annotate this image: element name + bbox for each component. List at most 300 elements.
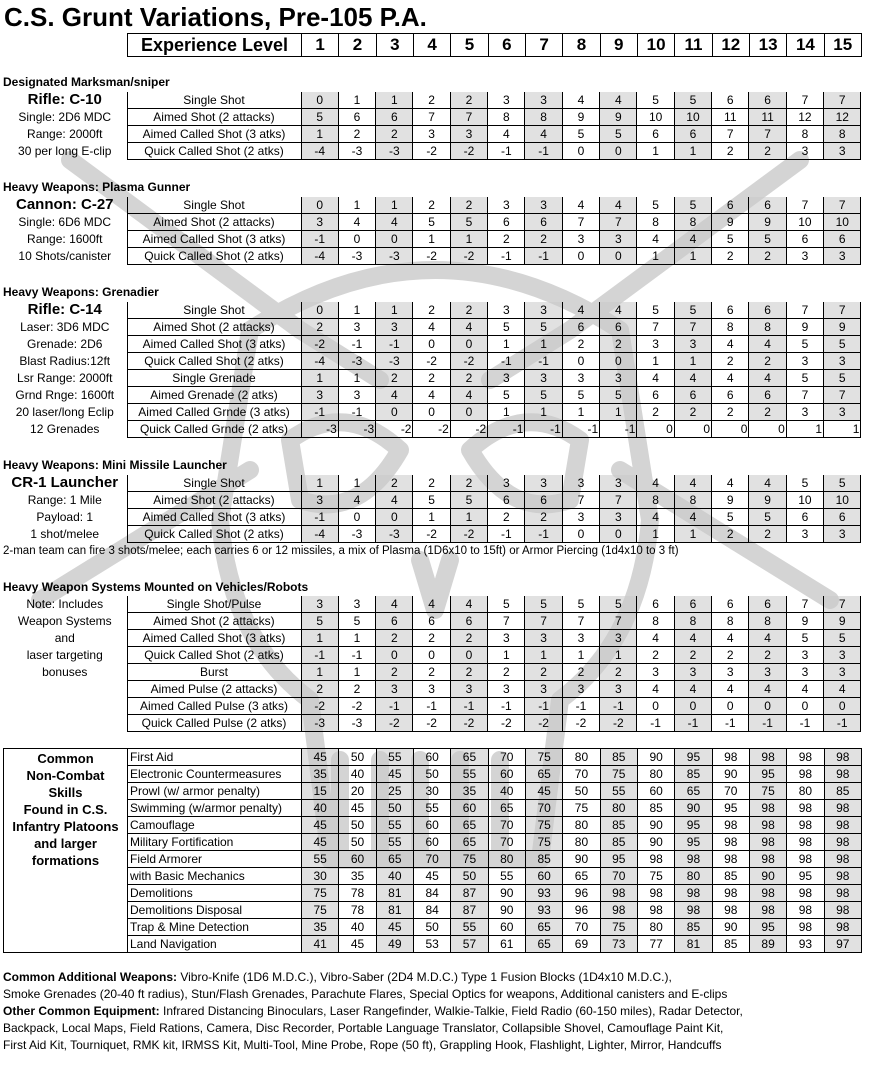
bonus-value: 5 — [824, 370, 861, 387]
bonus-value: 8 — [525, 109, 562, 126]
bonus-value: 2 — [749, 526, 786, 543]
bonus-value: 7 — [600, 214, 637, 231]
skill-name: Trap & Mine Detection — [128, 919, 302, 936]
bonus-value: 1 — [413, 509, 450, 526]
bonus-value: 6 — [637, 126, 674, 143]
bonus-value: 12 — [786, 109, 823, 126]
bonus-value: 3 — [824, 143, 861, 160]
bonus-value: 2 — [712, 526, 749, 543]
skill-percent: 60 — [339, 851, 376, 868]
bonus-value: 0 — [674, 698, 711, 715]
bonus-value: 4 — [562, 92, 599, 109]
skill-name: Demolitions Disposal — [128, 902, 302, 919]
skill-percent: 80 — [675, 868, 712, 885]
table-row — [3, 231, 861, 248]
bonus-value: -1 — [749, 715, 786, 732]
bonus-value: 0 — [562, 143, 599, 160]
action-label: Aimed Shot (2 attacks) — [127, 214, 301, 231]
bonus-value: 4 — [637, 231, 674, 248]
skill-percent: 89 — [749, 936, 786, 953]
bonus-value: 5 — [824, 475, 861, 492]
bonus-value: 5 — [600, 126, 637, 143]
bonus-value: -3 — [376, 353, 413, 370]
skill-percent: 98 — [824, 885, 861, 902]
bonus-value: 1 — [338, 302, 375, 319]
bonus-value: 4 — [712, 630, 749, 647]
skill-percent: 55 — [488, 868, 525, 885]
bonus-value: 0 — [637, 698, 674, 715]
bonus-value: -1 — [525, 353, 562, 370]
bonus-value: 2 — [413, 302, 450, 319]
level-cell: 4 — [413, 34, 450, 57]
skills-label-line: and larger — [34, 836, 97, 851]
bonus-value: 4 — [712, 370, 749, 387]
action-label: Quick Called Shot (2 atks) — [127, 353, 301, 370]
bonus-value: 0 — [712, 698, 749, 715]
bonus-value: 1 — [450, 509, 487, 526]
skill-percent: 70 — [413, 851, 450, 868]
bonus-value: -2 — [301, 698, 338, 715]
bonus-value: 3 — [562, 370, 599, 387]
bonus-value: 0 — [749, 698, 786, 715]
bonus-value: 3 — [786, 248, 823, 265]
skill-percent: 60 — [413, 834, 450, 851]
skill-percent: 57 — [451, 936, 488, 953]
skills-table — [3, 748, 862, 953]
skill-percent: 98 — [712, 902, 749, 919]
bonus-value: 1 — [338, 197, 375, 214]
bonus-value: 4 — [338, 214, 375, 231]
equipment-line1: Infrared Distancing Binoculars, Laser Rangefinder, Walkie-Talkie, Field Radio (60-150 miles), Radar Detector, — [159, 1004, 743, 1018]
skill-percent: 50 — [339, 817, 376, 834]
skill-percent: 75 — [749, 783, 786, 800]
bonus-value: 1 — [525, 647, 562, 664]
bonus-value: 5 — [786, 475, 823, 492]
bonus-value: 4 — [749, 630, 786, 647]
bonus-value: 3 — [637, 664, 674, 681]
bonus-value: 2 — [338, 681, 375, 698]
bonus-value: 3 — [600, 231, 637, 248]
bonus-value: 9 — [749, 214, 786, 231]
bonus-value: 4 — [824, 681, 861, 698]
skill-percent: 85 — [675, 919, 712, 936]
skill-percent: 98 — [749, 885, 786, 902]
bonus-value: 5 — [301, 613, 338, 630]
bonus-value: 1 — [376, 302, 413, 319]
bonus-value: 3 — [824, 647, 861, 664]
bonus-value: 5 — [413, 214, 450, 231]
bonus-value: -1 — [600, 421, 637, 438]
bonus-value: -1 — [824, 715, 861, 732]
action-label: Aimed Called Shot (3 atks) — [127, 231, 301, 248]
skill-percent: 15 — [302, 783, 339, 800]
bonus-value: 6 — [824, 231, 861, 248]
bonus-value: 4 — [637, 475, 674, 492]
table-row — [3, 214, 861, 231]
table-row — [4, 885, 862, 902]
table-row — [3, 92, 861, 109]
bonus-value: -1 — [488, 526, 525, 543]
table-row — [3, 475, 861, 492]
bonus-value: 0 — [376, 231, 413, 248]
bonus-value: 8 — [637, 214, 674, 231]
equipment-line3: First Aid Kit, Tourniquet, RMK kit, IRMSS Kit, Multi-Tool, Mine Probe, Rope (50 ft), Grappling Hook, Flashlight, Lighter, Mirror, Handcuffs — [3, 1038, 722, 1052]
weapon-label: Cannon: C-27 — [3, 197, 127, 214]
skill-percent: 70 — [525, 800, 562, 817]
bonus-value: 3 — [413, 126, 450, 143]
bonus-value: -1 — [525, 698, 562, 715]
bonus-value: 3 — [338, 596, 375, 613]
bonus-value: 6 — [376, 109, 413, 126]
weapon-label: and — [3, 630, 127, 647]
bonus-value: 7 — [674, 319, 711, 336]
bonus-value: 3 — [600, 509, 637, 526]
bonus-value: 3 — [488, 630, 525, 647]
bonus-value: -2 — [413, 715, 450, 732]
skill-name: First Aid — [128, 749, 302, 766]
table-row — [4, 902, 862, 919]
bonus-value: 6 — [749, 387, 786, 404]
bonus-value: 6 — [525, 492, 562, 509]
bonus-value: 2 — [301, 319, 338, 336]
skill-percent: 85 — [600, 834, 637, 851]
bonus-value: 1 — [488, 647, 525, 664]
skill-percent: 55 — [376, 749, 413, 766]
level-cell: 14 — [787, 34, 824, 57]
table-row — [3, 319, 861, 336]
bonus-value: 2 — [712, 353, 749, 370]
skill-percent: 75 — [600, 919, 637, 936]
skill-percent: 40 — [339, 919, 376, 936]
skill-percent: 98 — [712, 817, 749, 834]
section-heading-marksman: Designated Marksman/sniper — [3, 75, 170, 89]
bonus-value: 8 — [786, 126, 823, 143]
bonus-value: 2 — [525, 664, 562, 681]
skill-percent: 98 — [675, 902, 712, 919]
bonus-value: 3 — [824, 664, 861, 681]
bonus-value: 3 — [600, 681, 637, 698]
bonus-value: 6 — [562, 319, 599, 336]
bonus-value: 1 — [637, 526, 674, 543]
skill-percent: 75 — [302, 902, 339, 919]
bonus-value: -2 — [450, 715, 487, 732]
action-label: Single Shot — [127, 302, 301, 319]
bonus-value: 3 — [674, 336, 711, 353]
bonus-value: 2 — [562, 336, 599, 353]
skill-percent: 45 — [525, 783, 562, 800]
bonus-value: -1 — [338, 647, 375, 664]
skill-percent: 60 — [525, 868, 562, 885]
table-row — [3, 509, 861, 526]
bonus-value: 1 — [338, 664, 375, 681]
bonus-value: 4 — [413, 387, 450, 404]
bonus-value: 4 — [450, 319, 487, 336]
skill-percent: 30 — [413, 783, 450, 800]
bonus-value: 12 — [824, 109, 861, 126]
bonus-value: 7 — [824, 387, 861, 404]
bonus-value: 9 — [786, 319, 823, 336]
skill-percent: 96 — [563, 885, 600, 902]
bonus-value: 5 — [749, 231, 786, 248]
bonus-value: 3 — [712, 664, 749, 681]
bonus-value: 3 — [786, 526, 823, 543]
bonus-value: 4 — [637, 630, 674, 647]
bonus-value: 5 — [637, 302, 674, 319]
bonus-value: -4 — [301, 143, 338, 160]
bonus-value: 4 — [674, 475, 711, 492]
bonus-value: -2 — [450, 421, 487, 438]
bonus-value: 9 — [712, 214, 749, 231]
bonus-value: 4 — [338, 492, 375, 509]
bonus-value: 3 — [786, 353, 823, 370]
skill-percent: 95 — [675, 817, 712, 834]
bonus-value: 5 — [301, 109, 338, 126]
skill-percent: 45 — [302, 834, 339, 851]
bonus-value: 5 — [450, 214, 487, 231]
bonus-value: 2 — [749, 143, 786, 160]
skills-label-line: Infantry Platoons — [12, 819, 119, 834]
skill-percent: 95 — [712, 800, 749, 817]
level-cell: 2 — [339, 34, 376, 57]
bonus-value: 4 — [712, 336, 749, 353]
bonus-value: -3 — [376, 248, 413, 265]
skill-percent: 70 — [563, 919, 600, 936]
bonus-value: 2 — [712, 248, 749, 265]
bonus-value: -3 — [338, 421, 375, 438]
bonus-value: 4 — [749, 475, 786, 492]
bonus-value: 2 — [413, 475, 450, 492]
bonus-value: 1 — [488, 336, 525, 353]
bonus-value: 3 — [488, 370, 525, 387]
skill-percent: 98 — [787, 902, 824, 919]
weapon-label: CR-1 Launcher — [3, 475, 127, 492]
skill-percent: 55 — [451, 766, 488, 783]
skill-percent: 60 — [413, 817, 450, 834]
bonus-value: 8 — [674, 214, 711, 231]
skill-percent: 98 — [749, 834, 786, 851]
bonus-value: 0 — [749, 421, 786, 438]
skill-percent: 77 — [637, 936, 674, 953]
bonus-value: 1 — [338, 370, 375, 387]
bonus-value: 3 — [301, 596, 338, 613]
skill-percent: 55 — [376, 834, 413, 851]
bonus-value: 4 — [450, 387, 487, 404]
table-row — [3, 353, 861, 370]
bonus-value: 0 — [376, 404, 413, 421]
experience-level-label: Experience Level — [128, 34, 302, 57]
bonus-value: 0 — [301, 197, 338, 214]
skill-percent: 98 — [824, 749, 861, 766]
bonus-value: 11 — [712, 109, 749, 126]
table-row — [3, 630, 861, 647]
table-row — [3, 492, 861, 509]
table-row — [4, 817, 862, 834]
weapon-label: 1 shot/melee — [3, 526, 127, 543]
skill-percent: 55 — [600, 783, 637, 800]
skill-percent: 81 — [376, 885, 413, 902]
skill-percent: 73 — [600, 936, 637, 953]
bonus-value: 3 — [600, 630, 637, 647]
bonus-value: -1 — [562, 421, 599, 438]
skill-percent: 85 — [600, 749, 637, 766]
bonus-value: 2 — [674, 647, 711, 664]
bonus-value: 0 — [600, 526, 637, 543]
skill-percent: 40 — [339, 766, 376, 783]
bonus-value: 8 — [637, 492, 674, 509]
bonus-value: -1 — [525, 526, 562, 543]
bonus-value: 3 — [488, 197, 525, 214]
level-cell: 15 — [824, 34, 861, 57]
bonus-value: 2 — [450, 197, 487, 214]
missile-launcher-table — [3, 475, 861, 543]
weapon-label: laser targeting — [3, 647, 127, 664]
weapon-label: Range: 2000ft — [3, 126, 127, 143]
action-label: Aimed Called Shot (3 atks) — [127, 630, 301, 647]
table-row — [4, 766, 862, 783]
bonus-value: -1 — [450, 698, 487, 715]
bonus-value: 7 — [413, 109, 450, 126]
level-cell: 9 — [600, 34, 637, 57]
grenadier-table — [3, 302, 861, 438]
bonus-value: 5 — [413, 492, 450, 509]
skill-percent: 98 — [787, 919, 824, 936]
bonus-value: -1 — [376, 698, 413, 715]
weapon-label: Rifle: C-14 — [3, 302, 127, 319]
action-label: Aimed Shot (2 attacks) — [127, 109, 301, 126]
skill-percent: 98 — [712, 851, 749, 868]
skill-percent: 53 — [413, 936, 450, 953]
bonus-value: 3 — [488, 92, 525, 109]
bonus-value: 4 — [488, 126, 525, 143]
bonus-value: 5 — [600, 387, 637, 404]
skill-name: Demolitions — [128, 885, 302, 902]
page-title: C.S. Grunt Variations, Pre-105 P.A. — [4, 2, 427, 32]
skills-label-line: Found in C.S. — [23, 802, 108, 817]
level-cell: 1 — [302, 34, 339, 57]
skill-percent: 45 — [302, 749, 339, 766]
bonus-value: 1 — [301, 126, 338, 143]
bonus-value: -1 — [637, 715, 674, 732]
bonus-value: -3 — [338, 715, 375, 732]
skill-percent: 98 — [600, 902, 637, 919]
bonus-value: 2 — [749, 248, 786, 265]
skill-percent: 90 — [637, 817, 674, 834]
weapon-label: 30 per long E-clip — [3, 143, 127, 160]
skill-percent: 45 — [339, 800, 376, 817]
bonus-value: -1 — [674, 715, 711, 732]
bonus-value: 2 — [376, 370, 413, 387]
bonus-value: 3 — [824, 353, 861, 370]
action-label: Quick Called Shot (2 atks) — [127, 248, 301, 265]
table-row — [3, 248, 861, 265]
bonus-value: 2 — [600, 664, 637, 681]
bonus-value: 1 — [338, 630, 375, 647]
skill-percent: 98 — [824, 851, 861, 868]
bonus-value: 0 — [450, 647, 487, 664]
bonus-value: 10 — [786, 214, 823, 231]
skill-percent: 75 — [525, 817, 562, 834]
bonus-value: -2 — [450, 353, 487, 370]
bonus-value: 0 — [413, 647, 450, 664]
bonus-value: 4 — [712, 681, 749, 698]
bonus-value: 0 — [562, 248, 599, 265]
bonus-value: 10 — [786, 492, 823, 509]
skill-percent: 98 — [824, 902, 861, 919]
bonus-value: 4 — [637, 509, 674, 526]
bonus-value: 7 — [600, 613, 637, 630]
action-label: Aimed Pulse (2 attacks) — [127, 681, 301, 698]
skill-percent: 98 — [787, 800, 824, 817]
bonus-value: -1 — [525, 421, 562, 438]
skill-percent: 69 — [563, 936, 600, 953]
skill-percent: 70 — [488, 817, 525, 834]
bonus-value: 0 — [674, 421, 711, 438]
bonus-value: 2 — [376, 475, 413, 492]
bonus-value: 2 — [562, 664, 599, 681]
bonus-value: 5 — [786, 370, 823, 387]
bonus-value: 6 — [749, 92, 786, 109]
weapon-label: Rifle: C-10 — [3, 92, 127, 109]
skill-percent: 95 — [675, 749, 712, 766]
skill-percent: 90 — [488, 902, 525, 919]
bonus-value: 3 — [376, 681, 413, 698]
skill-percent: 50 — [339, 834, 376, 851]
skill-percent: 65 — [525, 919, 562, 936]
bonus-value: 6 — [712, 387, 749, 404]
bonus-value: 2 — [674, 404, 711, 421]
bonus-value: 6 — [488, 492, 525, 509]
bonus-value: 0 — [413, 336, 450, 353]
bonus-value: 9 — [600, 109, 637, 126]
bonus-value: 0 — [712, 421, 749, 438]
bonus-value: 6 — [338, 109, 375, 126]
skill-percent: 45 — [302, 817, 339, 834]
skill-name: Electronic Countermeasures — [128, 766, 302, 783]
bonus-value: 7 — [450, 109, 487, 126]
bonus-value: 6 — [450, 613, 487, 630]
skill-percent: 85 — [712, 936, 749, 953]
bonus-value: 5 — [674, 92, 711, 109]
bonus-value: 8 — [712, 613, 749, 630]
action-label: Quick Called Pulse (2 atks) — [127, 715, 301, 732]
action-label: Aimed Called Pulse (3 atks) — [127, 698, 301, 715]
bonus-value: 0 — [786, 698, 823, 715]
level-cell: 11 — [675, 34, 712, 57]
skill-percent: 98 — [787, 766, 824, 783]
skill-percent: 70 — [600, 868, 637, 885]
skill-percent: 95 — [787, 868, 824, 885]
bonus-value: 3 — [450, 681, 487, 698]
action-label: Single Shot — [127, 475, 301, 492]
bonus-value: 2 — [749, 647, 786, 664]
skill-percent: 90 — [488, 885, 525, 902]
skill-percent: 98 — [675, 851, 712, 868]
bonus-value: -2 — [376, 421, 413, 438]
weapon-label — [3, 715, 127, 732]
action-label: Aimed Called Shot (3 atks) — [127, 509, 301, 526]
bonus-value: 5 — [525, 387, 562, 404]
skill-percent: 61 — [488, 936, 525, 953]
bonus-value: 5 — [562, 126, 599, 143]
skill-percent: 98 — [749, 800, 786, 817]
bonus-value: 8 — [488, 109, 525, 126]
action-label: Single Shot/Pulse — [127, 596, 301, 613]
skill-name: Prowl (w/ armor penalty) — [128, 783, 302, 800]
table-row — [3, 109, 861, 126]
skill-percent: 60 — [451, 800, 488, 817]
bonus-value: 3 — [488, 681, 525, 698]
bonus-value: 2 — [712, 143, 749, 160]
